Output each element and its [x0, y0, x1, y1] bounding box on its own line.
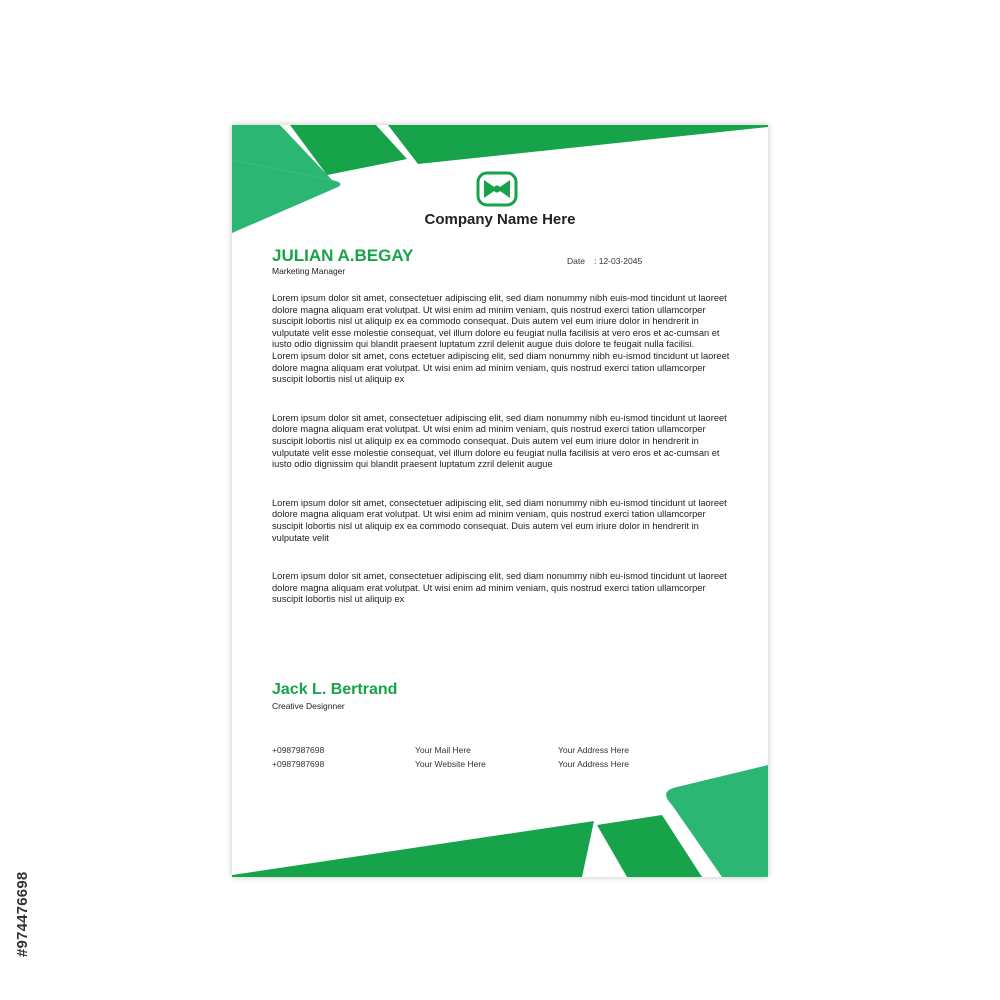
contact-phones [272, 744, 324, 771]
date-value: : 12-03-2045 [593, 256, 643, 266]
letter-date [567, 256, 642, 266]
website: Your Website Here [415, 758, 486, 769]
sender-title: Marketing Manager [272, 266, 346, 276]
body-paragraph: Lorem ipsum dolor sit amet, consectetuer adipiscing elit, sed diam nonummy nibh eu-ismod tincidunt ut laoreet dolore magna aliquam erat volutpat. Ut wisi enim ad minim veniam, quis nostrud exerci tation ullamcorper suscipit lobortis nisl ut aliquip ex ea commodo consequat. Duis autem vel eum iriure dolor in hendrerit in vulputate velit [272, 497, 727, 543]
signer-title: Creative Designner [272, 701, 345, 711]
body-paragraph: Lorem ipsum dolor sit amet, consectetuer adipiscing elit, sed diam nonummy nibh eu-ismod tincidunt ut laoreet dolore magna aliquam erat volutpat. Ut wisi enim ad minim veniam, quis nostrud exerci tation ullamcorper suscipit lobortis nisl ut aliquip ex [272, 571, 727, 605]
mail-address: Your Mail Here [415, 745, 471, 755]
bow-tie-logo-icon [476, 171, 518, 207]
contact-address [558, 744, 629, 771]
phone-number: +0987987698 [272, 758, 325, 769]
sender-name: JULIAN A.BEGAY [272, 246, 414, 265]
date-label: Date [567, 256, 585, 266]
postal-address: Your Address Here [558, 745, 630, 755]
stock-id-watermark [12, 757, 34, 957]
company-name: Company Name Here [424, 211, 576, 228]
bottom-left-green-band [232, 821, 594, 877]
stock-id-text: #974476698 [14, 871, 31, 957]
body-paragraph: Lorem ipsum dolor sit amet, cons ectetuer adipiscing elit, sed diam nonummy nibh eu-ismod tincidunt ut laoreet dolore magna aliquam erat volutpat. Ut wisi enim ad minim veniam, quis nostrud exerci tation ullamcorper suscipit lobortis nisl ut aliquip ex [272, 350, 730, 385]
letter-body [272, 293, 732, 606]
body-paragraph: Lorem ipsum dolor sit amet, consectetuer adipiscing elit, sed diam nonummy nibh eu-ismod tincidunt ut laoreet dolore magna aliquam erat volutpat. Ut wisi enim ad minim veniam, quis nostrud exerci tation ullamcorper suscipit lobortis nisl ut aliquip ex ea commodo consequat. Duis autem vel eum iriure dolor in hendrerit in vulputate velit esse molestie consequat, vel illum dolore eu feugiat nulla facilisis at vero eros et ac-cumsan et iusto odio dignissim qui blandit praesent luptatum zzril delenit augue [272, 412, 727, 470]
phone-number: +0987987698 [272, 745, 325, 755]
signer-name: Jack L. Bertrand [272, 681, 398, 698]
top-right-green-band [388, 125, 768, 164]
postal-address: Your Address Here [558, 758, 630, 769]
contact-web [415, 744, 486, 771]
body-paragraph: Lorem ipsum dolor sit amet, consectetuer adipiscing elit, sed diam nonummy nibh euis-mod tincidunt ut laoreet dolore magna aliquam erat volutpat. Ut wisi enim ad minim veniam, quis nostrud exerci tation ullamcorper suscipit lobortis nisl ut aliquip ex ea commodo consequat. Duis autem vel eum iriure dolor in hendrerit in vulputate velit esse molestie consequat, vel illum dolore eu feugiat nulla facilisis at vero eros et ac-cumsan et iusto odio dignissim qui blandit praesent luptatum zzril delenit augue duis dolore te feugait nulla facilisi. [272, 293, 727, 350]
letterhead-page [232, 125, 768, 877]
